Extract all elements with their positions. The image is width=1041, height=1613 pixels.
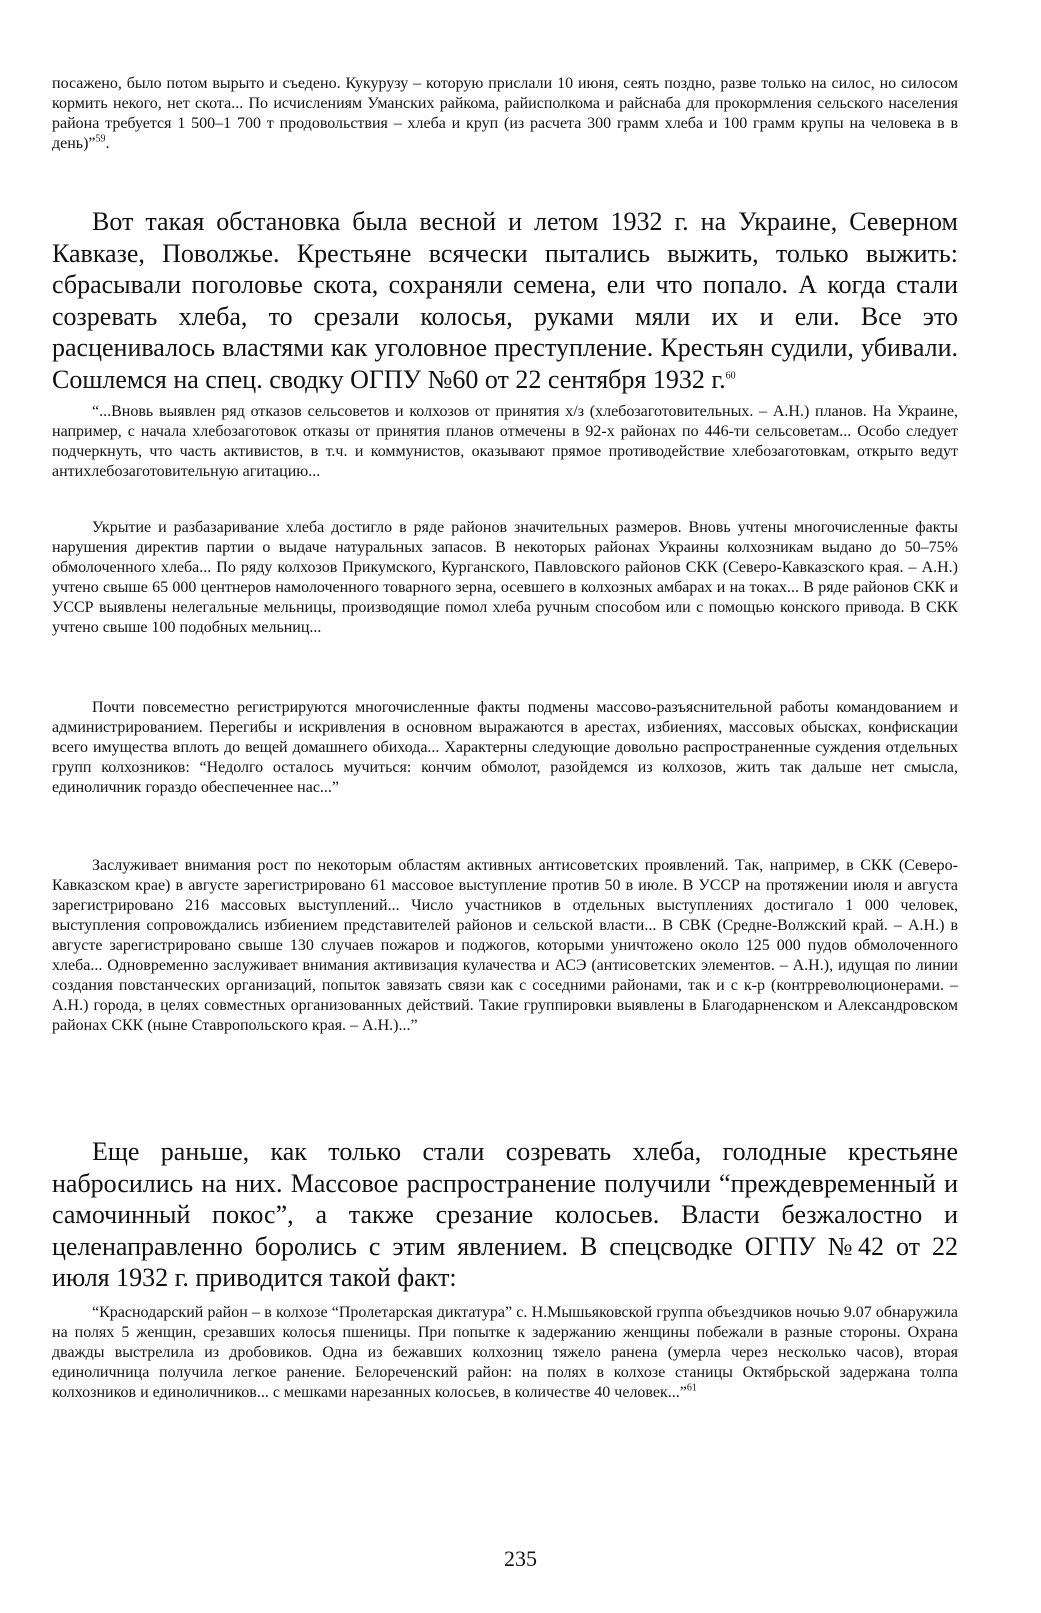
paragraph-quote-continuation: посажено, было потом вырыто и съедено. Кукурузу – которую прислали 10 июня, сеять поздно, разве только на силос, но силосом кормить некого, нет скота... По исчислениям Уманских райкома, райисполкома и райснаба для прокормления сельского населения района требуется 1 500–1 700 т продовольствия – хлеба и круп (из расчета 300 грамм хлеба и 100 грамм крупы на человека в в день)”$^{59}$. bbox=[52, 75, 958, 152]
paragraph-text: Вот такая обстановка была весной и летом 1932 г. на Украине, Северном Кавказе, Поволжье. Крестьяне всячески пытались выжить, только выжить: сбрасывали поголовье скота, сохраняли семена, ели что попало. А когда стали созревать хлеба, то срезали колосья, руками мяли их и ели. Все это расценивалось властями как уголовное преступление. Крестьян судили, убивали. Сошлемся на спец. сводку ОГПУ №60 от 22 сентября 1932 г. bbox=[52, 207, 958, 394]
footnote-ref: 60 bbox=[725, 369, 736, 381]
paragraph-quote-svodka-60: “...Вновь выявлен ряд отказов сельсоветов и колхозов от принятия х/з (хлебозаготовительных. – А.Н.) планов. На Украине, например, с начала хлебозаготовок отказы от принятия планов отмечены в 92-х районах по 446-ти сельсоветам... Особо следует подчеркнуть, что часть активистов, в т.ч. и коммунистов, оказывают прямое противодействие хлебозаготовкам, открыто ведут антихлебозаготовительную агитацию... bbox=[52, 403, 958, 480]
paragraph-text: посажено, было потом вырыто и съедено. Кукурузу – которую прислали 10 июня, сеять поздно, разве только на силос, но силосом кормить некого, нет скота... По исчислениям Уманских райкома, райисполкома и райснаба для прокормления сельского населения района требуется 1 500–1 700 т продовольствия – хлеба и круп (из расчета 300 грамм хлеба и 100 грамм крупы на человека в в день)” bbox=[52, 75, 958, 152]
paragraph-main-situation bbox=[52, 206, 958, 395]
footnote-ref: 59 bbox=[95, 133, 106, 145]
paragraph-quote-uprisings: Заслуживает внимания рост по некоторым областям активных антисоветских проявлений. Так, например, в СКК (Северо-Кавказском крае) в августе зарегистрировано 61 массовое выступление против 50 в июле. В УССР на протяжении июля и августа зарегистрировано 216 массовых выступлений... Число участников в отдельных выступлениях достигало 1 000 человек, выступления сопровождались избиением представителей районов и сельской власти... В СВК (Средне-Волжский край. – А.Н.) в августе зарегистрировано свыше 130 случаев пожаров и поджогов, которыми уничтожено около 125 000 пудов обмолоченного хлеба... Одновременно заслуживает внимания активизация кулачества и АСЭ (антисоветских элементов. – А.Н.), идущая по линии создания повстанческих организаций, попыток завязать связи как с соседними районами, так и с к-р (контрреволюционерами. – А.Н.) города, в целях совместных организованных действий. Такие группировки выявлены в Благодарненском и Александровском районах СКК (ныне Ставропольского края. – А.Н.)...” bbox=[52, 857, 958, 1034]
paragraph-text: “Краснодарский район – в колхозе “Пролетарская диктатура” с. Н.Мышьяковской группа объездчиков ночью 9.07 обнаружила на полях 5 женщин, срезавших колосья пшеницы. При попытке к задержанию женщины побежали в разные стороны. Охрана дважды выстрелила из дробовиков. Одна из бежавших колхозниц тяжело ранена (умерла через несколько часов), вторая единоличница получила легкое ранение. Белореченский район: на полях в колхозе станицы Октябрьской задержана толпа колхозников и единоличников... с мешками нарезанных колосьев, в количестве 40 человек...” bbox=[52, 1304, 958, 1401]
paragraph-quote-excesses: Почти повсеместно регистрируются многочисленные факты подмены массово-разъяснительной работы командованием и администрированием. Перегибы и искривления в основном выражаются в арестах, избиениях, массовых обысках, конфискации всего имущества вплоть до вещей домашнего обихода... Характерны следующие довольно распространенные суждения отдельных групп колхозников: “Недолго осталось мучиться: кончим обмолот, разойдемся из колхозов, жить так дальше нет смысла, единоличник гораздо обеспеченнее нас...” bbox=[52, 699, 958, 796]
paragraph-quote-svodka-42 bbox=[52, 1303, 958, 1403]
footnote-ref: 61 bbox=[686, 1382, 697, 1394]
paragraph-main-harvest: Еще раньше, как только стали созревать хлеба, голодные крестьяне набросились на них. Массовое распространение получили “преждевременный и самочинный покос”, а также срезание колосьев. Власти безжалостно и целенаправленно боролись с этим явлением. В спецсводке ОГПУ №42 от 22 июля 1932 г. приводится такой факт: bbox=[52, 1137, 958, 1292]
paragraph-quote-grain-hiding: Укрытие и разбазаривание хлеба достигло в ряде районов значительных размеров. Вновь учтены многочисленные факты нарушения директив партии о выдаче натуральных запасов. В некоторых районах Украины колхозникам выдано до 50–75% обмолоченного хлеба... По ряду колхозов Прикумского, Курганского, Павловского районов СКК (Северо-Кавказского края. – А.Н.) учтено свыше 65 000 центнеров намолоченного товарного зерна, осевшего в колхозных амбарах и на токах... В ряде районов СКК и УССР выявлены нелегальные мельницы, производящие помол хлеба ручным способом или с помощью конского привода. В СКК учтено свыше 100 подобных мельниц... bbox=[52, 519, 958, 636]
page-number: 235 bbox=[504, 1546, 537, 1571]
